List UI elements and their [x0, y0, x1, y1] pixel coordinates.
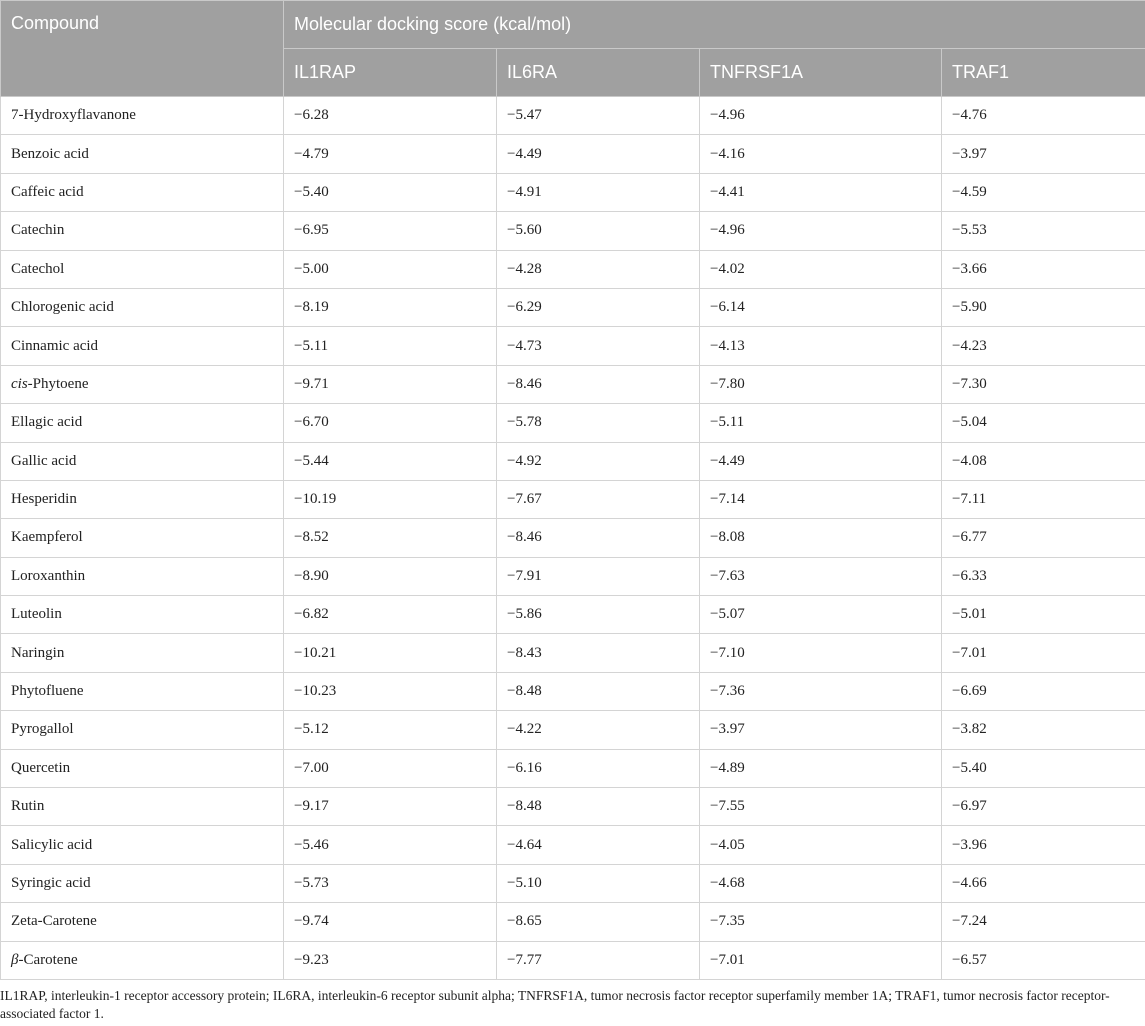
score-cell: −5.04 [942, 404, 1145, 442]
compound-cell [1, 173, 284, 211]
score-cell: −3.96 [942, 826, 1145, 864]
compound-name: Syringic acid [11, 875, 91, 891]
compound-cell [1, 480, 284, 518]
score-cell: −7.91 [497, 557, 700, 595]
compound-cell [1, 327, 284, 365]
score-cell: −6.82 [284, 596, 497, 634]
score-cell: −8.48 [497, 672, 700, 710]
compound-cell [1, 519, 284, 557]
table-row [1, 288, 1145, 326]
table-row [1, 826, 1145, 864]
compound-cell [1, 634, 284, 672]
compound-cell [1, 442, 284, 480]
score-cell: −8.08 [700, 519, 942, 557]
score-cell: −5.11 [700, 404, 942, 442]
score-cell: −7.30 [942, 365, 1145, 403]
compound-name: Benzoic acid [11, 145, 89, 162]
score-cell: −7.24 [942, 903, 1145, 941]
score-cell: −4.76 [942, 97, 1145, 135]
score-cell: −4.59 [942, 173, 1145, 211]
score-cell: −5.53 [942, 212, 1145, 250]
score-cell: −7.80 [700, 365, 942, 403]
compound-name: Chlorogenic acid [11, 299, 114, 316]
score-cell: −5.44 [284, 442, 497, 480]
score-cell: −10.19 [284, 480, 497, 518]
score-cell: −4.28 [497, 250, 700, 288]
score-cell: −7.77 [497, 941, 700, 979]
score-cell: −4.16 [700, 135, 942, 173]
compound-cell [1, 135, 284, 173]
score-cell: −6.28 [284, 97, 497, 135]
table-row [1, 749, 1145, 787]
score-cell: −4.41 [700, 173, 942, 211]
score-cell: −7.55 [700, 788, 942, 826]
score-cell: −7.01 [700, 941, 942, 979]
compound-name: Quercetin [11, 759, 71, 776]
table-row [1, 903, 1145, 941]
compound-name: Loroxanthin [11, 567, 86, 584]
score-cell: −5.40 [942, 749, 1145, 787]
score-cell: −3.97 [700, 711, 942, 749]
table-row [1, 327, 1145, 365]
score-cell: −4.79 [284, 135, 497, 173]
score-cell: −3.97 [942, 135, 1145, 173]
score-cell: −4.92 [497, 442, 700, 480]
score-cell: −9.17 [284, 788, 497, 826]
score-cell: −4.96 [700, 212, 942, 250]
table-row [1, 519, 1145, 557]
score-cell: −7.00 [284, 749, 497, 787]
score-cell: −6.77 [942, 519, 1145, 557]
score-cell: −4.02 [700, 250, 942, 288]
score-cell: −8.19 [284, 288, 497, 326]
score-cell: −4.49 [700, 442, 942, 480]
score-cell: −5.07 [700, 596, 942, 634]
score-cell: −6.70 [284, 404, 497, 442]
score-cell: −4.22 [497, 711, 700, 749]
score-cell: −5.11 [284, 327, 497, 365]
table-row [1, 212, 1145, 250]
table-row [1, 711, 1145, 749]
column-header-tnfrsf1a: TNFRSF1A [700, 49, 942, 97]
compound-name: Catechol [11, 260, 65, 277]
table-row [1, 788, 1145, 826]
score-cell: −10.21 [284, 634, 497, 672]
table-row [1, 634, 1145, 672]
compound-cell [1, 250, 284, 288]
score-cell: −9.74 [284, 903, 497, 941]
score-cell: −7.14 [700, 480, 942, 518]
compound-name: Kaempferol [11, 529, 83, 546]
table-row [1, 480, 1145, 518]
compound-name: Naringin [11, 644, 65, 661]
score-cell: −7.67 [497, 480, 700, 518]
score-cell: −6.29 [497, 288, 700, 326]
score-cell: −8.46 [497, 365, 700, 403]
score-cell: −5.46 [284, 826, 497, 864]
score-cell: −5.60 [497, 212, 700, 250]
score-cell: −5.86 [497, 596, 700, 634]
compound-name: Gallic acid [11, 452, 77, 469]
table-row [1, 97, 1145, 135]
compound-name: Catechin [11, 222, 65, 239]
score-cell: −4.08 [942, 442, 1145, 480]
score-cell: −4.89 [700, 749, 942, 787]
compound-cell [1, 365, 284, 403]
compound-name: Ellagic acid [11, 414, 83, 431]
score-cell: −4.49 [497, 135, 700, 173]
table-row [1, 404, 1145, 442]
compound-name: Cinnamic acid [11, 337, 99, 354]
score-cell: −3.82 [942, 711, 1145, 749]
score-cell: −4.96 [700, 97, 942, 135]
column-header-traf1: TRAF1 [942, 49, 1145, 97]
score-cell: −9.71 [284, 365, 497, 403]
score-cell: −7.63 [700, 557, 942, 595]
compound-cell [1, 288, 284, 326]
score-cell: −6.69 [942, 672, 1145, 710]
compound-name: -Phytoene [27, 375, 89, 392]
score-cell: −3.66 [942, 250, 1145, 288]
table-row [1, 941, 1145, 979]
score-cell: −4.13 [700, 327, 942, 365]
score-cell: −4.23 [942, 327, 1145, 365]
score-cell: −8.43 [497, 634, 700, 672]
score-cell: −6.33 [942, 557, 1145, 595]
table-row [1, 173, 1145, 211]
compound-cell [1, 596, 284, 634]
compound-cell [1, 903, 284, 941]
score-cell: −6.97 [942, 788, 1145, 826]
compound-cell [1, 672, 284, 710]
docking-score-group-header: Molecular docking score (kcal/mol) [284, 1, 1145, 49]
score-cell: −8.48 [497, 788, 700, 826]
compound-name: Hesperidin [11, 491, 77, 508]
table-row [1, 864, 1145, 902]
score-cell: −8.52 [284, 519, 497, 557]
score-cell: −7.10 [700, 634, 942, 672]
score-cell: −5.01 [942, 596, 1145, 634]
compound-cell [1, 749, 284, 787]
compound-cell [1, 941, 284, 979]
table-row [1, 250, 1145, 288]
score-cell: −5.78 [497, 404, 700, 442]
table-row [1, 135, 1145, 173]
score-cell: −5.90 [942, 288, 1145, 326]
compound-name: -Carotene [18, 951, 78, 968]
score-cell: −4.64 [497, 826, 700, 864]
score-cell: −4.91 [497, 173, 700, 211]
compound-name: Pyrogallol [11, 721, 74, 738]
column-header-il6ra: IL6RA [497, 49, 700, 97]
score-cell: −4.66 [942, 864, 1145, 902]
score-cell: −6.16 [497, 749, 700, 787]
score-cell: −5.10 [497, 864, 700, 902]
score-cell: −6.95 [284, 212, 497, 250]
column-header-il1rap: IL1RAP [284, 49, 497, 97]
score-cell: −7.35 [700, 903, 942, 941]
table-row [1, 557, 1145, 595]
score-cell: −4.73 [497, 327, 700, 365]
compound-prefix: β [11, 951, 19, 968]
score-cell: −5.40 [284, 173, 497, 211]
compound-name: Salicylic acid [11, 836, 93, 853]
score-cell: −8.90 [284, 557, 497, 595]
table-header [1, 1, 1145, 97]
score-cell: −4.68 [700, 864, 942, 902]
score-cell: −5.00 [284, 250, 497, 288]
compound-name: Caffeic acid [11, 183, 84, 200]
score-cell: −8.65 [497, 903, 700, 941]
table-footnote: IL1RAP, interleukin-1 receptor accessory protein; IL6RA, interleukin-6 receptor subunit alpha; TNFRSF1A, tumor necrosis factor receptor superfamily member 1A; TRAF1, tumor necrosis factor receptor-associated factor 1. [0, 988, 1110, 1021]
compound-cell [1, 212, 284, 250]
compound-name: 7-Hydroxyflavanone [11, 107, 136, 124]
compound-prefix: cis [11, 375, 28, 392]
compound-cell [1, 557, 284, 595]
score-cell: −5.73 [284, 864, 497, 902]
compound-cell [1, 711, 284, 749]
score-cell: −8.46 [497, 519, 700, 557]
table-row [1, 596, 1145, 634]
table-row [1, 672, 1145, 710]
score-cell: −7.01 [942, 634, 1145, 672]
table-body [1, 97, 1145, 980]
score-cell: −6.57 [942, 941, 1145, 979]
compound-cell [1, 864, 284, 902]
compound-name: Rutin [11, 798, 45, 815]
score-cell: −5.12 [284, 711, 497, 749]
compound-name: Luteolin [11, 606, 62, 623]
score-cell: −5.47 [497, 97, 700, 135]
table-row [1, 442, 1145, 480]
score-cell: −9.23 [284, 941, 497, 979]
compound-name: Zeta-Carotene [11, 913, 97, 930]
score-cell: −7.11 [942, 480, 1145, 518]
table-row [1, 365, 1145, 403]
compound-name: Phytofluene [11, 683, 84, 700]
compound-cell [1, 826, 284, 864]
compound-cell [1, 404, 284, 442]
score-cell: −4.05 [700, 826, 942, 864]
score-cell: −6.14 [700, 288, 942, 326]
score-cell: −10.23 [284, 672, 497, 710]
score-cell: −7.36 [700, 672, 942, 710]
compound-cell [1, 97, 284, 135]
compound-column-header: Compound [1, 1, 284, 97]
compound-cell [1, 788, 284, 826]
